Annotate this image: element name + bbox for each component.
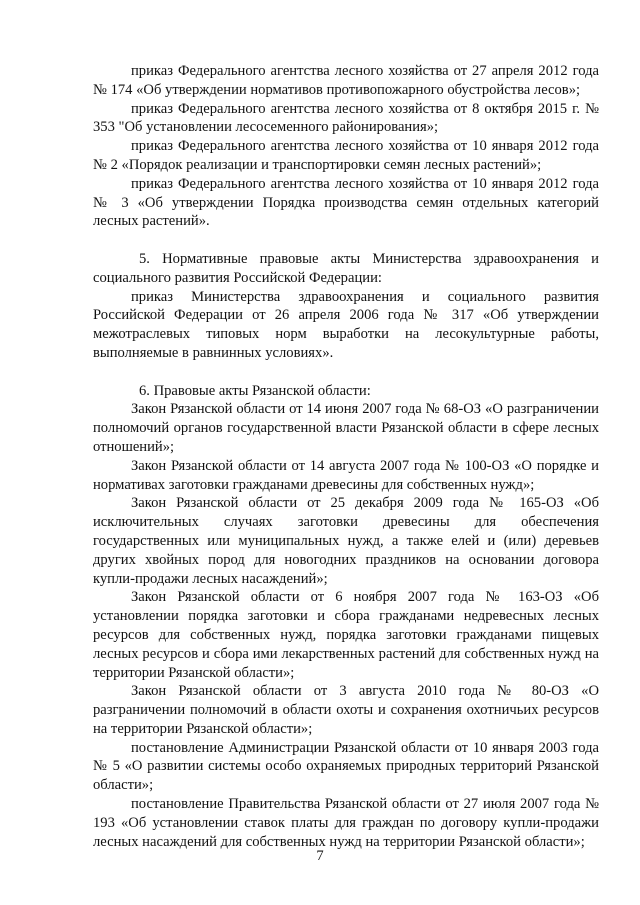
page-number: 7 bbox=[316, 848, 324, 864]
paragraph-law-68: Закон Рязанской области от 14 июня 2007 года № 68-ОЗ «О разграничении полномочий органов государственной власти Рязанской области в сфере лесных отношений»; bbox=[93, 401, 599, 455]
paragraph-order-353: приказ Федерального агентства лесного хозяйства от 8 октября 2015 г. № 353 "Об установлении лесосеменного районирования»; bbox=[93, 100, 599, 136]
paragraph-resolution-5: постановление Администрации Рязанской области от 10 января 2003 года № 5 «О развитии системы особо охраняемых природных территорий Рязанской области»; bbox=[93, 739, 599, 794]
paragraph-law-163: Закон Рязанской области от 6 ноября 2007 года № 163-ОЗ «Об установлении порядка заготовки и сбора гражданами недревесных лесных ресурсов для собственных нужд, порядка заготовки гражданами пищевых лесных ресурсов и сбора ими лекарственных растений для собственных нужд на территории Рязанской области»; bbox=[93, 589, 599, 681]
paragraph-order-2: приказ Федерального агентства лесного хозяйства от 10 января 2012 года № 2 «Порядок реализации и транспортировки семян лесных растений»; bbox=[93, 138, 599, 173]
section-heading-6: 6. Правовые акты Рязанской области: bbox=[139, 382, 371, 399]
paragraph-law-100: Закон Рязанской области от 14 августа 2007 года № 100-ОЗ «О порядке и нормативах заготовки гражданами древесины для собственных нужд»; bbox=[93, 457, 599, 493]
section-heading-5: 5. Нормативные правовые акты Министерства здравоохранения и социального развития Российской Федерации: bbox=[93, 250, 599, 286]
paragraph-resolution-193: постановление Правительства Рязанской области от 27 июля 2007 года № 193 «Об установлении ставок платы для граждан по договору купли-продажи лесных насаждений для собственных нужд на территории Рязанской области»; bbox=[93, 796, 599, 850]
paragraph-order-174: приказ Федерального агентства лесного хозяйства от 27 апреля 2012 года № 174 «Об утверждении нормативов противопожарного обустройства лесов»; bbox=[93, 63, 599, 98]
paragraph-order-317: приказ Министерства здравоохранения и социального развития Российской Федерации от 26 апреля 2006 года № 317 «Об утверждении межотраслевых типовых норм выработки на лесокультурные работы, выполняемые в равнинных условиях». bbox=[93, 288, 599, 361]
document-body bbox=[93, 62, 599, 851]
paragraph-order-3: приказ Федерального агентства лесного хозяйства от 10 января 2012 года № 3 «Об утверждении Порядка производства семян отдельных категорий лесных растений». bbox=[93, 175, 599, 230]
paragraph-law-165: Закон Рязанской области от 25 декабря 2009 года № 165-ОЗ «Об исключительных случаях заготовки древесины для обеспечения государственных или муниципальных нужд, а также елей и (или) деревьев других хвойных пород для новогодних праздников на основании договора купли-продажи лесных насаждений»; bbox=[93, 495, 599, 587]
paragraph-law-80: Закон Рязанской области от 3 августа 2010 года № 80-ОЗ «О разграничении полномочий в области охоты и сохранения охотничьих ресурсов на территории Рязанской области»; bbox=[93, 683, 599, 737]
